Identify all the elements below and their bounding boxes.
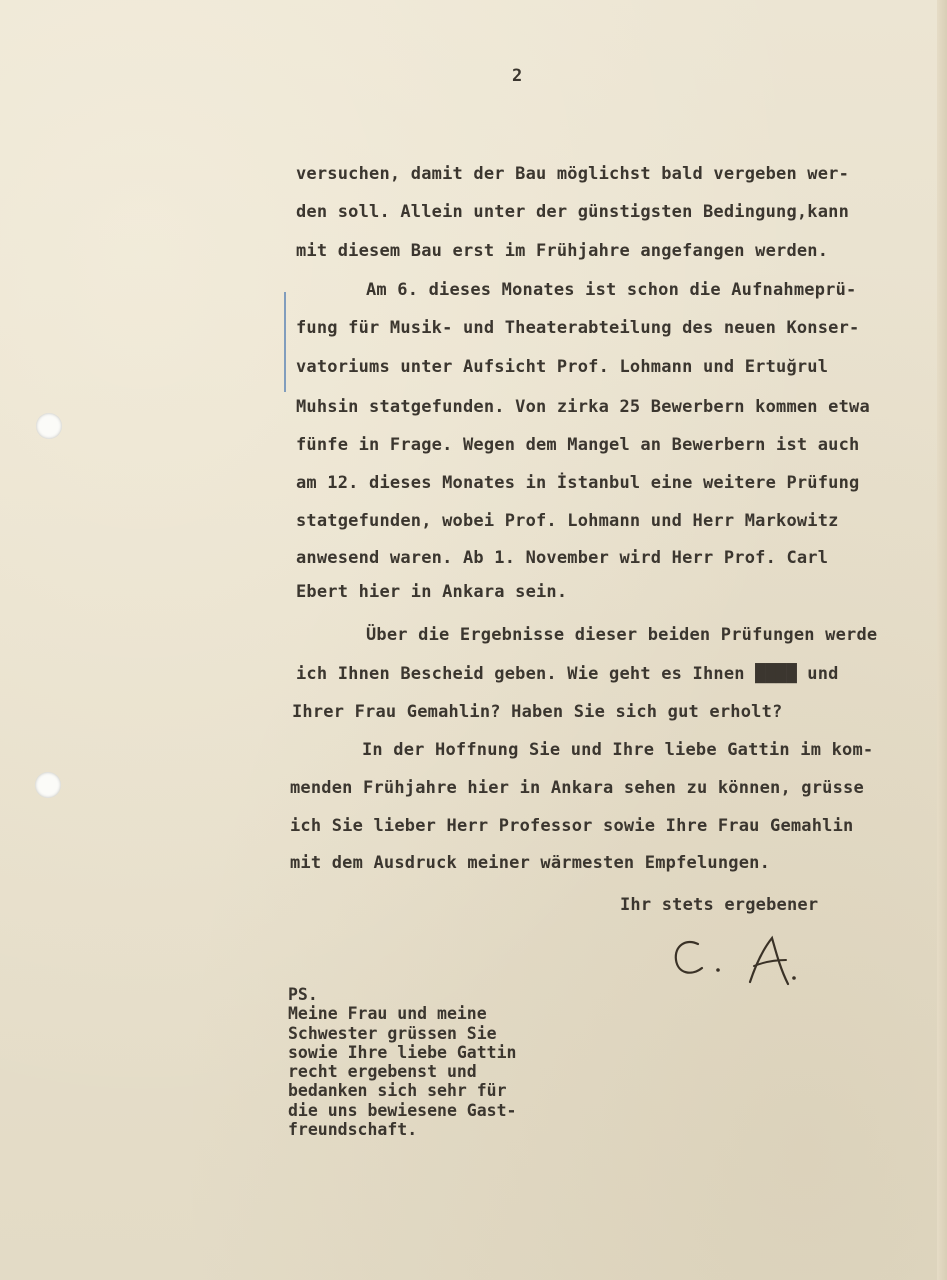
body-line: anwesend waren. Ab 1. November wird Herr Prof. Carl	[296, 548, 829, 568]
postscript: PS. Meine Frau und meine Schwester grüssen Sie sowie Ihre liebe Gattin recht ergebenst und bedanken sich sehr für die uns bewiesene Gast- freundschaft.	[288, 985, 517, 1140]
body-line: am 12. dieses Monates in İstanbul eine weitere Prüfung	[296, 473, 860, 493]
punch-hole-bottom	[35, 772, 61, 798]
body-line: fung für Musik- und Theaterabteilung des neuen Konser-	[296, 318, 860, 338]
body-line: Ebert hier in Ankara sein.	[296, 582, 568, 602]
punch-hole-top	[36, 413, 62, 439]
page-number: 2	[512, 66, 523, 86]
body-line: menden Frühjahre hier in Ankara sehen zu können, grüsse	[290, 778, 864, 798]
body-line: Über die Ergebnisse dieser beiden Prüfungen werde	[366, 625, 878, 645]
body-line: ich Ihnen Bescheid geben. Wie geht es Ihnen ████ und	[296, 664, 839, 684]
body-line: Am 6. dieses Monates ist schon die Aufnahmeprü-	[366, 280, 857, 300]
body-line: Muhsin statgefunden. Von zirka 25 Bewerbern kommen etwa	[296, 397, 870, 417]
body-line: In der Hoffnung Sie und Ihre liebe Gattin im kom-	[362, 740, 874, 760]
body-line: ich Sie lieber Herr Professor sowie Ihre Frau Gemahlin	[290, 816, 854, 836]
body-line: vatoriums unter Aufsicht Prof. Lohmann und Ertuğrul	[296, 357, 829, 377]
body-line: fünfe in Frage. Wegen dem Mangel an Bewerbern ist auch	[296, 435, 860, 455]
body-line: statgefunden, wobei Prof. Lohmann und Herr Markowitz	[296, 511, 839, 531]
body-line: mit dem Ausdruck meiner wärmesten Empfelungen.	[290, 853, 771, 873]
margin-mark	[284, 292, 286, 392]
body-line: mit diesem Bau erst im Frühjahre angefangen werden.	[296, 241, 829, 261]
body-line: versuchen, damit der Bau möglichst bald vergeben wer-	[296, 164, 850, 184]
body-line: Ihrer Frau Gemahlin? Haben Sie sich gut erholt?	[292, 702, 783, 722]
closing-line: Ihr stets ergebener	[620, 895, 819, 915]
signature	[668, 930, 808, 990]
body-line: den soll. Allein unter der günstigsten Bedingung,kann	[296, 202, 850, 222]
paper-edge	[937, 0, 947, 1280]
